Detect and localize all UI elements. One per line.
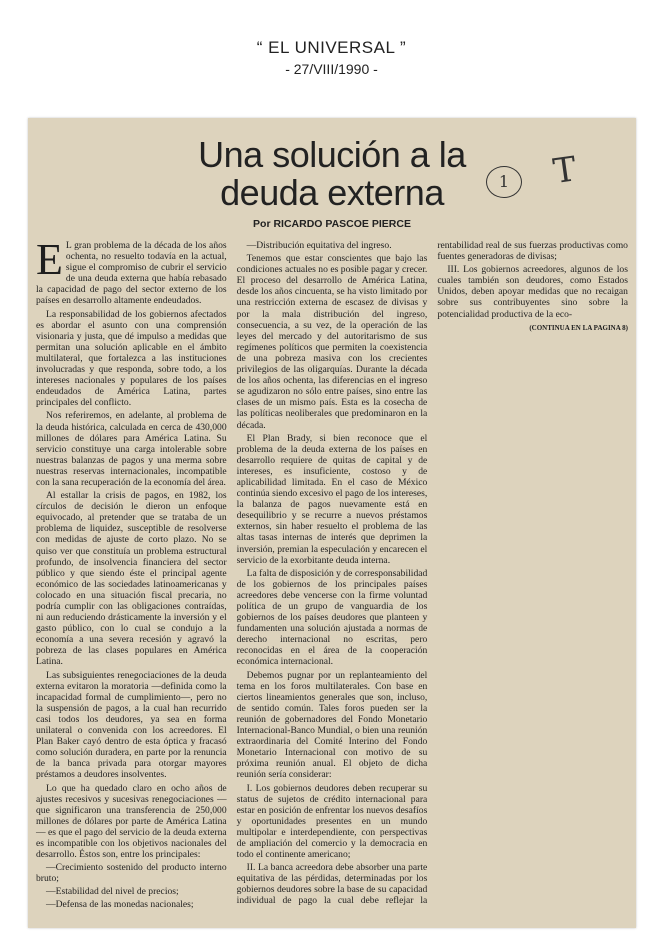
article-paragraph: III. Los gobiernos acreedores, algunos de los cuales también son deudores, como Estados Unidos, deben apoyar medidas que no recaigan sobre sus contribuyentes sino sobre la potencialidad productiva de la eco- (437, 264, 628, 320)
article-paragraph: La responsabilidad de los gobiernos afectados es abordar el asunto con una comprensión visionaria y justa, que dé impulso a medidas que permitan una solución aplicable en el ámbito multilateral, que fortalezca a las instituciones involucradas y que responda, sobre todo, a los intereses nacionales y populares de los países endeudados de América Latina, partes principales del conflicto. (36, 308, 227, 409)
article-paragraph: Debemos pugnar por un replanteamiento del tema en los foros multilaterales. Con base en ciertos lineamientos generales que son, incluso, de sentido común. Tales foros pueden ser la reunión de gobernadores del Fondo Monetario Internacional-Banco Mundial, o bien una reunión extraordinaria del Comité Interino del Fondo Monetario Internacional con motivo de su próxima reunión anual. El objeto de dicha reunión sería considerar: (236, 669, 428, 781)
article-list-item: —Distribución equitativa del ingreso. (246, 240, 392, 251)
article-paragraph: II. La banca acreedora debe absorber una parte equitativa de las pérdidas, determinadas por los gobiernos deudores sobre la base de su capacidad individual de pago la cual debe reflejar la rentabilidad real de sus fuerzas productivas como fuentes generadoras de divisas; (236, 240, 628, 907)
article-list-item: —Estabilidad del nivel de precios; (46, 886, 179, 898)
article-list-item: —Defensa de las monedas nacionales; (46, 899, 194, 911)
source-name: “ EL UNIVERSAL ” (256, 38, 407, 57)
article-byline: Por RICARDO PASCOE PIERCE (253, 218, 411, 230)
annotation-circled-number: 1 (486, 166, 522, 198)
annotation-corner-mark: T (550, 149, 579, 193)
dropcap: E (36, 235, 63, 284)
article-paragraph (36, 235, 227, 307)
article-paragraph: Lo que ha quedado claro en ocho años de ajustes recesivos y sucesivas renegociaciones —que significaron una transferencia de 250,000 millones de dólares por parte de América Latina— es que el pago del servicio de la deuda externa es incompatible con los objetivos nacionales del desarrollo. Éstos son, entre los principales: (36, 782, 227, 861)
article-paragraph: El Plan Brady, si bien reconoce que el problema de la deuda externa de los países en desarrollo requiere de quitas de capital y de intereses, es insuficiente, costoso y de aplicabilidad limitada. En el caso de México continúa siendo excesivo el pago de los intereses, la balanza de pagos nuevamente está en desequilibrio y se recurre a nuevos préstamos externos, sin haber resuelto el problema de las altas tasas internas de interés que deprimen la inversión, premian la especulación y encarecen el servicio de la exorbitante deuda interna. (236, 432, 428, 566)
source-date: - 27/VIII/1990 - (285, 61, 378, 77)
article-paragraph: Al estallar la crisis de pagos, en 1982, los círculos de decisión le dieron un enfoque equivocado, al pretender que se trataba de un problema de liquidez, susceptible de resolverse con medidas de ajuste de corto plazo. No se quiso ver que constituía un problema estructural profundo, de insolvencia financiera del sector público y que siendo éste el principal agente económico de las sociedades latinoamericanas y colocado en una situación fiscal precaria, no podría cumplir con las obligaciones contraídas, ni aun reduciendo drásticamente la inversión y el gasto público, con lo cual se condujo a la economía a una severa recesión y agravó la pobreza de las clases populares en América Latina. (36, 490, 227, 668)
headline-line-2: deuda externa (220, 172, 444, 213)
article-body (36, 235, 628, 920)
article-paragraph: Nos referiremos, en adelante, al problema de la deuda histórica, calculada en cerca de 430,000 millones de dólares para América Latina. Su servicio constituye una carga intolerable sobre nuestras balanzas de pagos y una merma sobre nuestras reservas internacionales, incompatible con la sana recuperación de la economía del área. (36, 410, 227, 488)
article-list-item: —Crecimiento sostenido del producto interno bruto; (36, 862, 227, 885)
article-paragraph: I. Los gobiernos deudores deben recuperar su status de sujetos de crédito internacional para estar en posición de enfrentar los nuevos desafíos y oportunidades presentes en un mundo multipolar e interdependiente, con perspectivas de ampliación del comercio y la democracia en todo el continente americano; (236, 782, 428, 861)
article-paragraph: Tenemos que estar conscientes que bajo las condiciones actuales no es posible pagar y crecer. El proceso del desarrollo de América Latina, desde los años cincuenta, se ha visto limitado por una restricción externa de escasez de divisas y por la mala distribución del ingreso, consecuencia, a su vez, de la operación de las leyes del mercado y del autoritarismo de sus regímenes políticos que permiten la coexistencia de una pobreza masiva con los crecientes privilegios de las oligarquías. Durante la década de los años ochenta, las diferencias en el ingreso se agudizaron no sólo entre países, sino entre las clases de un mismo país. Esta es la cosecha de las políticas neoliberales que predominaron en la década. (236, 253, 428, 431)
paragraph-text: L gran problema de la década de los años ochenta, no resuelto todavía en la actual, sigue el compromiso de cubrir el servicio de una deuda externa que había rebasado la capacidad de pago del sector externo de los países en desarrollo altamente endeudados. (36, 240, 227, 307)
continuation-note: (CONTINUA EN LA PAGINA 8) (529, 323, 628, 332)
headline-line-1: Una solución a la (198, 134, 466, 175)
article-paragraph: La falta de disposición y de corresponsabilidad de los gobiernos de los principales países acreedores debe vencerse con la firme voluntad política de un grupo de vanguardia de los gobiernos de los países deudores que planteen y fundamenten una solución ajustada a normas de derecho internacional no escritas, pero reconocidas en el área de la cooperación económica internacional. (236, 567, 428, 668)
newspaper-clipping (28, 118, 636, 928)
article-paragraph: Las subsiguientes renegociaciones de la deuda externa evitaron la moratoria —definida como la incapacidad formal de cumplimiento—, pero no la suspensión de pagos, a la cual han recurrido casi todos los deudores, ya sea en forma unilateral o convenida con los acreedores. El Plan Baker cayó dentro de esta óptica y fracasó como solución duradera, en parte por la renuncia de la banca privada para otorgar mayores préstamos a deudores insolventes. (36, 669, 227, 781)
article-headline (28, 136, 636, 212)
source-header (0, 38, 663, 77)
